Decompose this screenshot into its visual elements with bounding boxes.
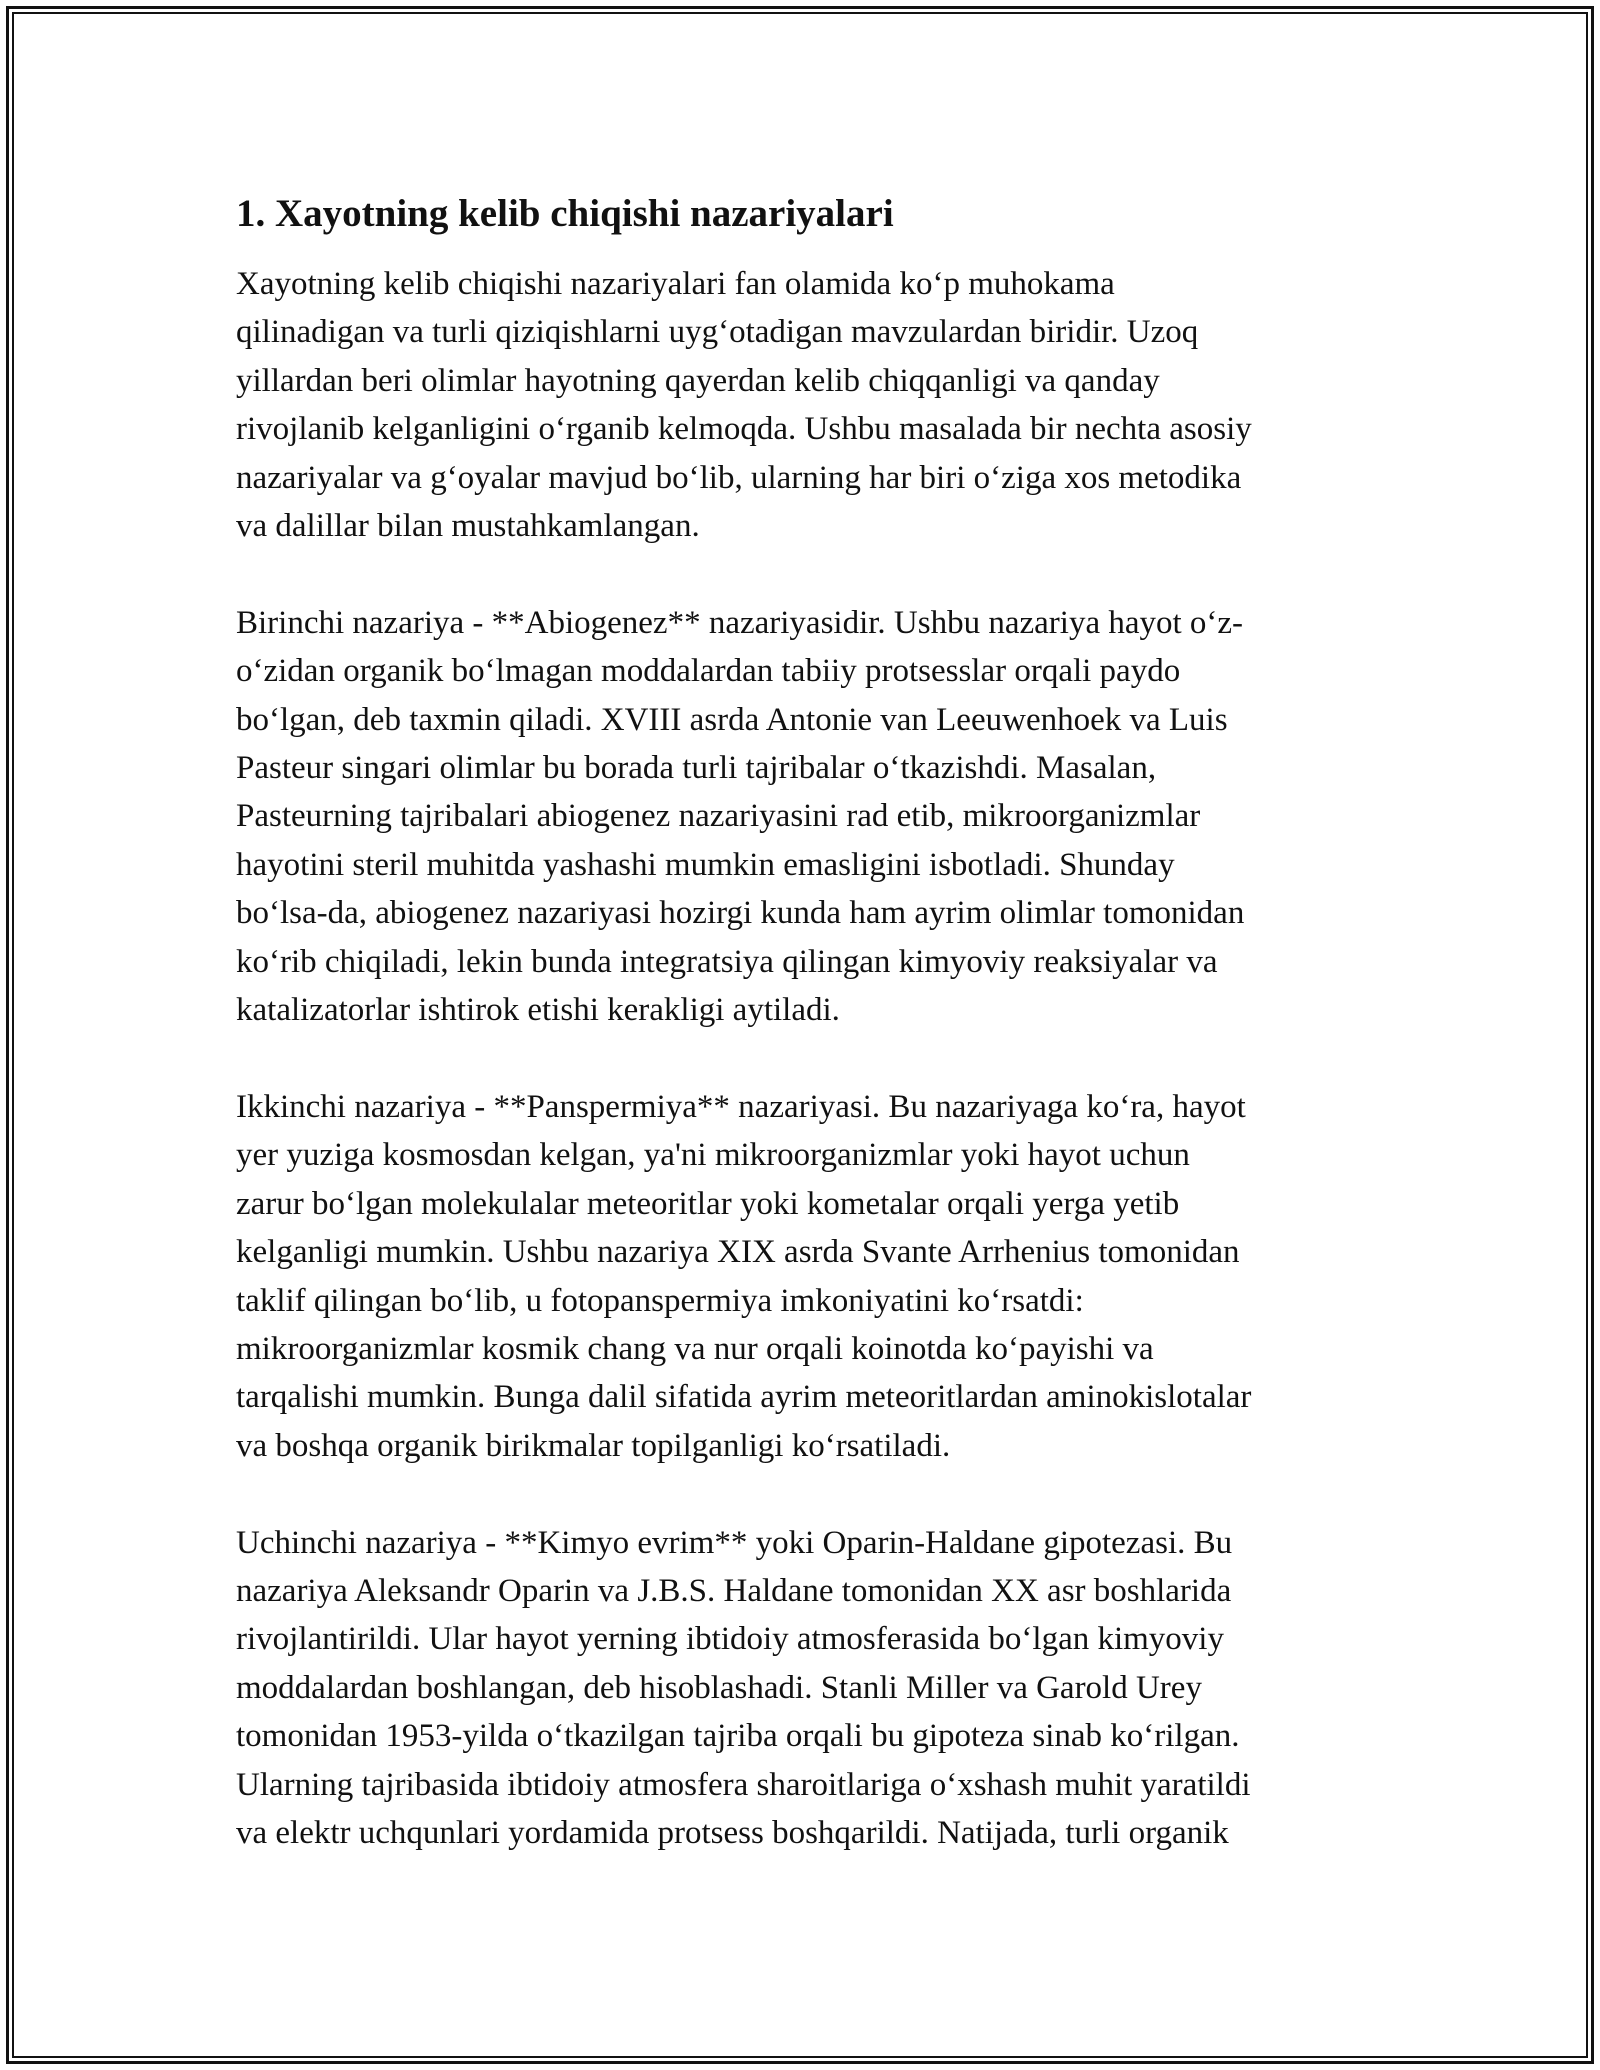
text-line: nazariya Aleksandr Oparin va J.B.S. Haldane tomonidan XX asr boshlarida [236,1572,1232,1609]
text-line: taklif qilingan boʻlib, u fotopanspermiya imkoniyatini koʻrsatdi: [236,1282,1084,1319]
text-line: tomonidan 1953-yilda oʻtkazilgan tajriba orqali bu gipoteza sinab koʻrilgan. [236,1718,1240,1755]
text-line: qilinadigan va turli qiziqishlarni uygʻotadigan mavzulardan biridir. Uzoq [236,314,1199,351]
text-line: oʻzidan organik boʻlmagan moddalardan tabiiy protsesslar orqali paydo [236,653,1181,690]
text-line: boʻlgan, deb taxmin qiladi. XVIII asrda Antonie van Leeuwenhoek va Luis [236,701,1228,738]
text-line: va boshqa organik birikmalar topilganligi koʻrsatiladi. [236,1427,951,1464]
text-line: moddalardan boshlangan, deb hisoblashadi. Stanli Miller va Garold Urey [236,1669,1202,1706]
paragraph-abiogenez [236,599,1376,1035]
text-line: yer yuziga kosmosdan kelgan, ya'ni mikroorganizmlar yoki hayot uchun [236,1137,1190,1174]
text-line: rivojlanib kelganligini oʻrganib kelmoqda. Ushbu masalada bir nechta asosiy [236,411,1252,448]
section-heading: 1. Xayotning kelib chiqishi nazariyalari [236,192,894,235]
text-line: yillardan beri olimlar hayotning qayerdan kelib chiqqanligi va qanday [236,362,1160,399]
document-body [236,186,1376,1906]
text-line: Pasteurning tajribalari abiogenez nazariyasini rad etib, mikroorganizmlar [236,798,1201,835]
text-line: katalizatorlar ishtirok etishi kerakligi aytiladi. [236,992,840,1029]
text-line: zarur boʻlgan molekulalar meteoritlar yoki kometalar orqali yerga yetib [236,1185,1180,1222]
text-line: mikroorganizmlar kosmik chang va nur orqali koinotda koʻpayishi va [236,1330,1154,1367]
text-line: Xayotning kelib chiqishi nazariyalari fan olamida koʻp muhokama [236,266,1115,302]
text-line: tarqalishi mumkin. Bunga dalil sifatida ayrim meteoritlardan aminokislotalar [236,1379,1252,1416]
text-line: Uchinchi nazariya - **Kimyo evrim** yoki Oparin-Haldane gipotezasi. Bu [236,1524,1233,1561]
text-line: Ularning tajribasida ibtidoiy atmosfera sharoitlariga oʻxshash muhit yaratildi [236,1766,1251,1803]
text-line: rivojlantirildi. Ular hayot yerning ibtidoiy atmosferasida boʻlgan kimyoviy [236,1621,1224,1658]
text-line: koʻrib chiqiladi, lekin bunda integratsiya qilingan kimyoviy reaksiyalar va [236,943,1218,980]
paragraph-intro [236,260,1376,550]
text-line: va elektr uchqunlari yordamida protsess boshqarildi. Natijada, turli organik [236,1814,1229,1851]
paragraph-kimyo-evrim [236,1519,1376,1858]
text-line: kelganligi mumkin. Ushbu nazariya XIX asrda Svante Arrhenius tomonidan [236,1234,1240,1271]
text-line: nazariyalar va gʻoyalar mavjud boʻlib, ularning har biri oʻziga xos metodika [236,459,1242,496]
text-line: Pasteur singari olimlar bu borada turli tajribalar oʻtkazishdi. Masalan, [236,750,1157,787]
paragraph-panspermiya [236,1083,1376,1470]
text-line: Birinchi nazariya - **Abiogenez** nazariyasidir. Ushbu nazariya hayot oʻz- [236,604,1244,641]
text-line: boʻlsa-da, abiogenez nazariyasi hozirgi kunda ham ayrim olimlar tomonidan [236,895,1245,932]
text-line: Ikkinchi nazariya - **Panspermiya** nazariyasi. Bu nazariyaga koʻra, hayot [236,1088,1246,1125]
text-line: hayotini steril muhitda yashashi mumkin emasligini isbotladi. Shunday [236,846,1175,883]
text-line: va dalillar bilan mustahkamlangan. [236,508,700,545]
